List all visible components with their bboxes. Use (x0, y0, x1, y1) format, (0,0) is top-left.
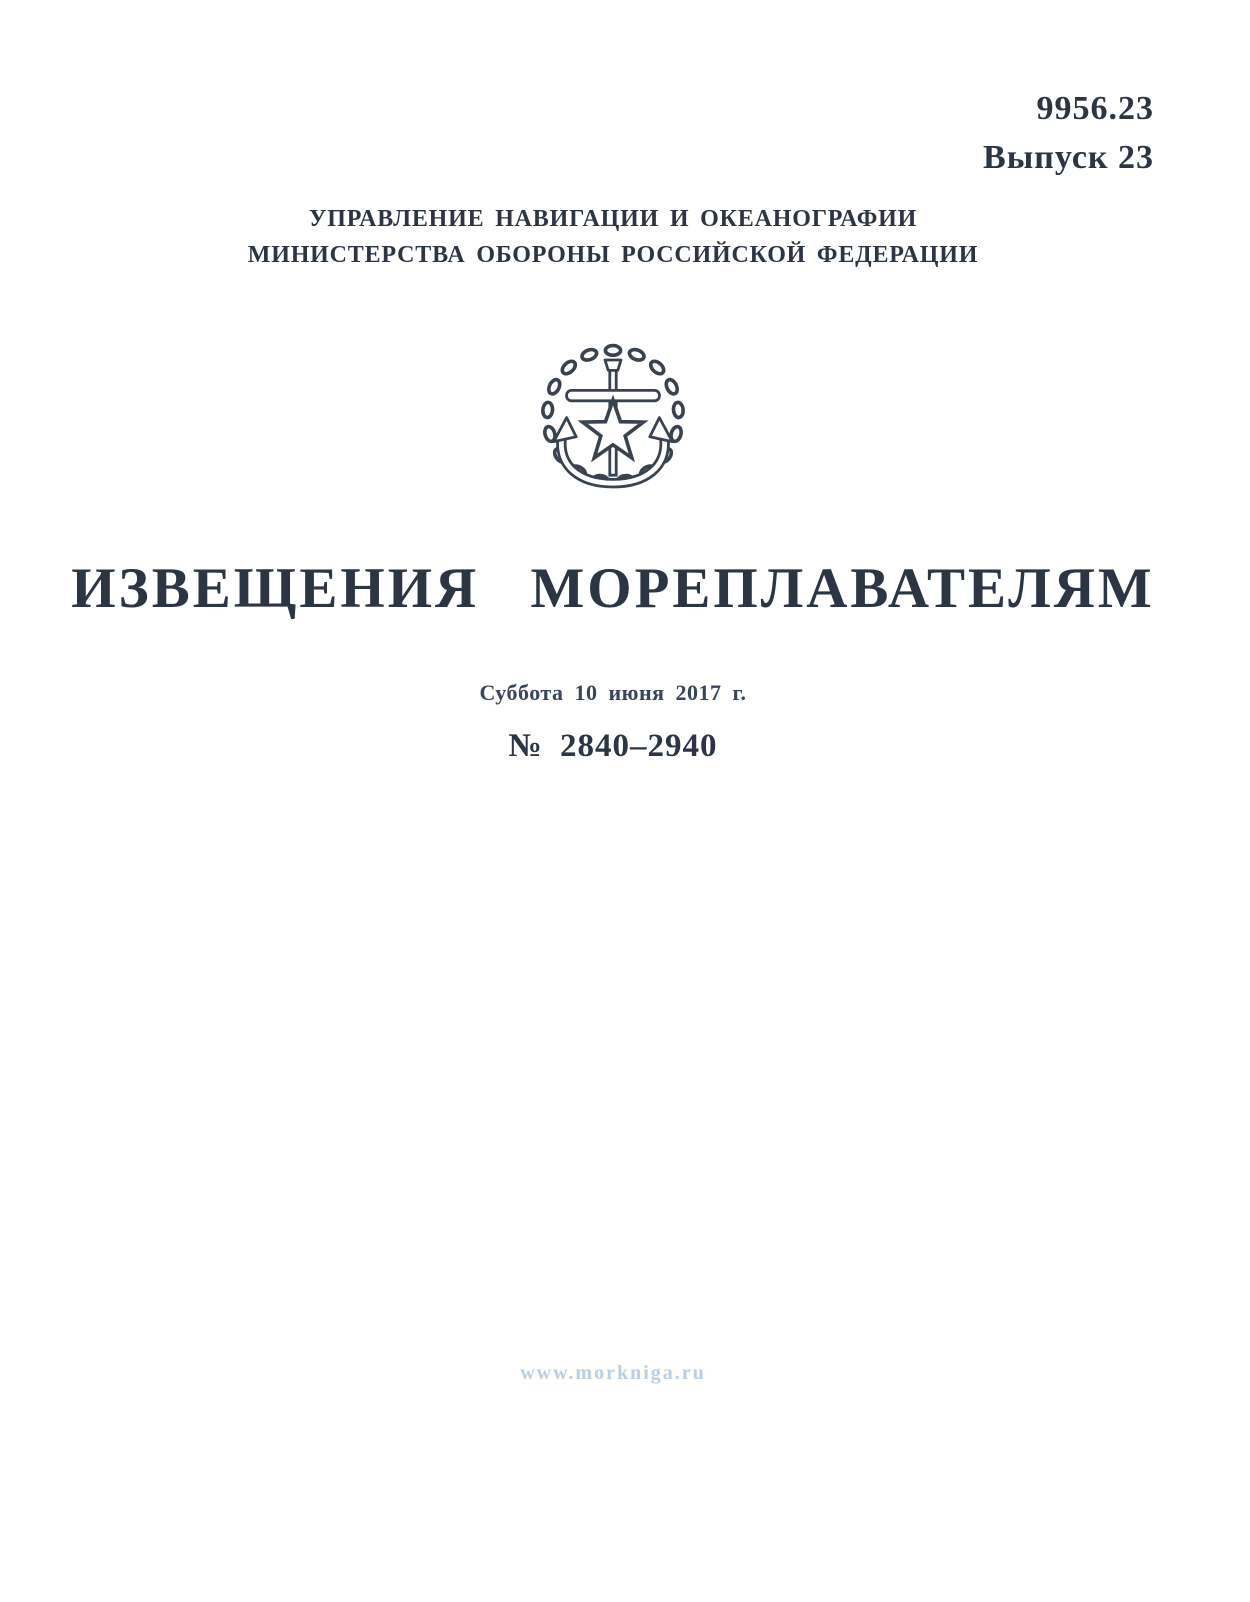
issue-block (983, 84, 1154, 183)
notice-numbers: № 2840–2940 (508, 728, 718, 764)
anchor-star-chain-icon (533, 336, 693, 496)
page-title: ИЗВЕЩЕНИЯ МОРЕПЛАВАТЕЛЯМ (71, 557, 1155, 620)
organization-header (0, 202, 1226, 273)
publication-date: Суббота 10 июня 2017 г. (479, 680, 747, 705)
organization-line-2: МИНИСТЕРСТВА ОБОРОНЫ РОССИЙСКОЙ ФЕДЕРАЦИИ (247, 241, 979, 268)
watermark-text: www.morkniga.ru (520, 1362, 706, 1384)
naval-emblem (0, 336, 1226, 498)
organization-line-1: УПРАВЛЕНИЕ НАВИГАЦИИ И ОКЕАНОГРАФИИ (308, 206, 918, 232)
doc-code: 9956.23 (1036, 90, 1154, 127)
issue-label: Выпуск 23 (983, 139, 1154, 177)
